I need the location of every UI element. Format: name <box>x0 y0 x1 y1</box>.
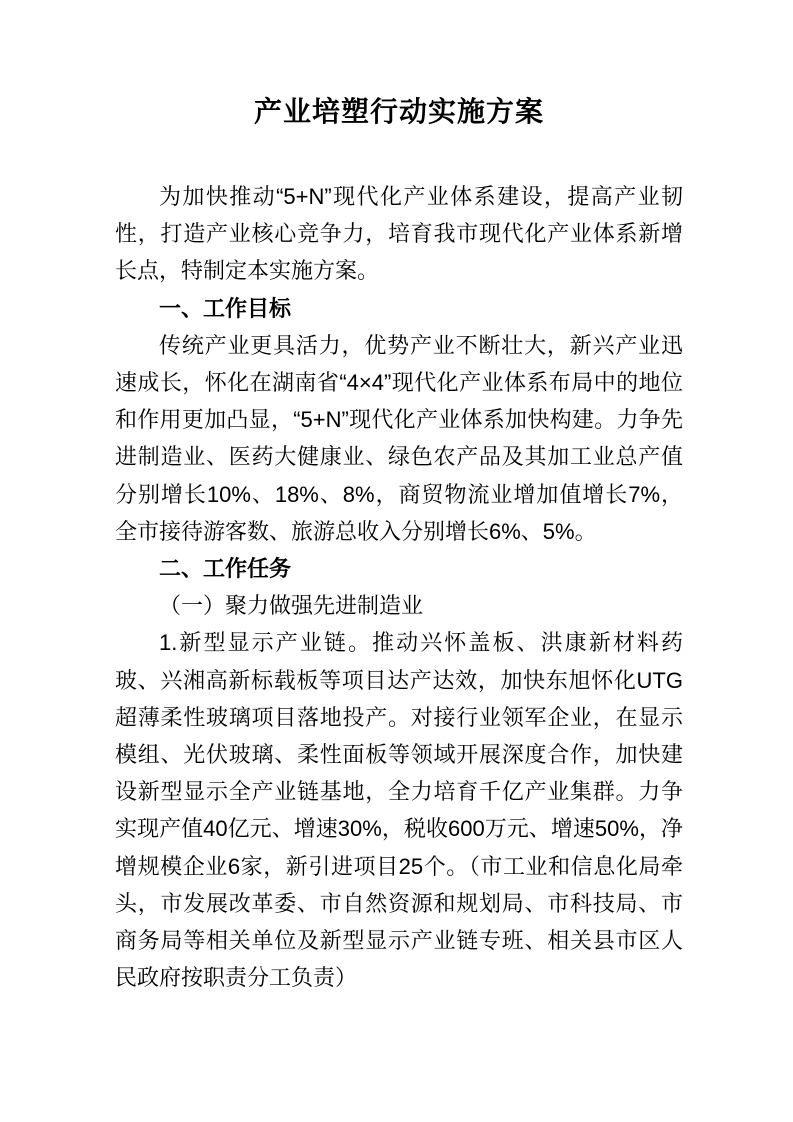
display-industry-chain-paragraph: 1.新型显示产业链。推动兴怀盖板、洪康新材料药玻、兴湘高新标载板等项目达产达效，加快东旭怀化UTG超薄柔性玻璃项目落地投产。对接行业领军企业，在显示模组、光伏玻璃、柔性面板等领域开展深度合作，加快建设新型显示全产业链基地，全力培育千亿产业集群。力争实现产值40亿元、增速30%，税收600万元、增速50%，净增规模企业6家，新引进项目25个。（市工业和信息化局牵头，市发展改革委、市自然资源和规划局、市科技局、市商务局等相关单位及新型显示产业链专班、相关县市区人民政府按职责分工负责） <box>115 630 683 991</box>
work-goals-paragraph: 传统产业更具活力，优势产业不断壮大，新兴产业迅速成长，怀化在湖南省“4×4”现代化产业体系布局中的地位和作用更加凸显，“5+N”现代化产业体系加快构建。力争先进制造业、医药大健康业、绿色农产品及其加工业总产值分别增长10%、18%、8%，商贸物流业增加值增长7%，全市接待游客数、旅游总收入分别增长6%、5%。 <box>115 332 683 544</box>
document-title: 产业培塑行动实施方案 <box>253 96 544 127</box>
section-heading-work-goals: 一、工作目标 <box>159 295 292 321</box>
subsection-heading-manufacturing: （一）聚力做强先进制造业 <box>159 593 424 619</box>
section-heading-work-tasks: 二、工作任务 <box>159 556 292 582</box>
intro-paragraph: 为加快推动“5+N”现代化产业体系建设，提高产业韧性，打造产业核心竞争力，培育我市现代化产业体系新增长点，特制定本实施方案。 <box>115 184 683 284</box>
